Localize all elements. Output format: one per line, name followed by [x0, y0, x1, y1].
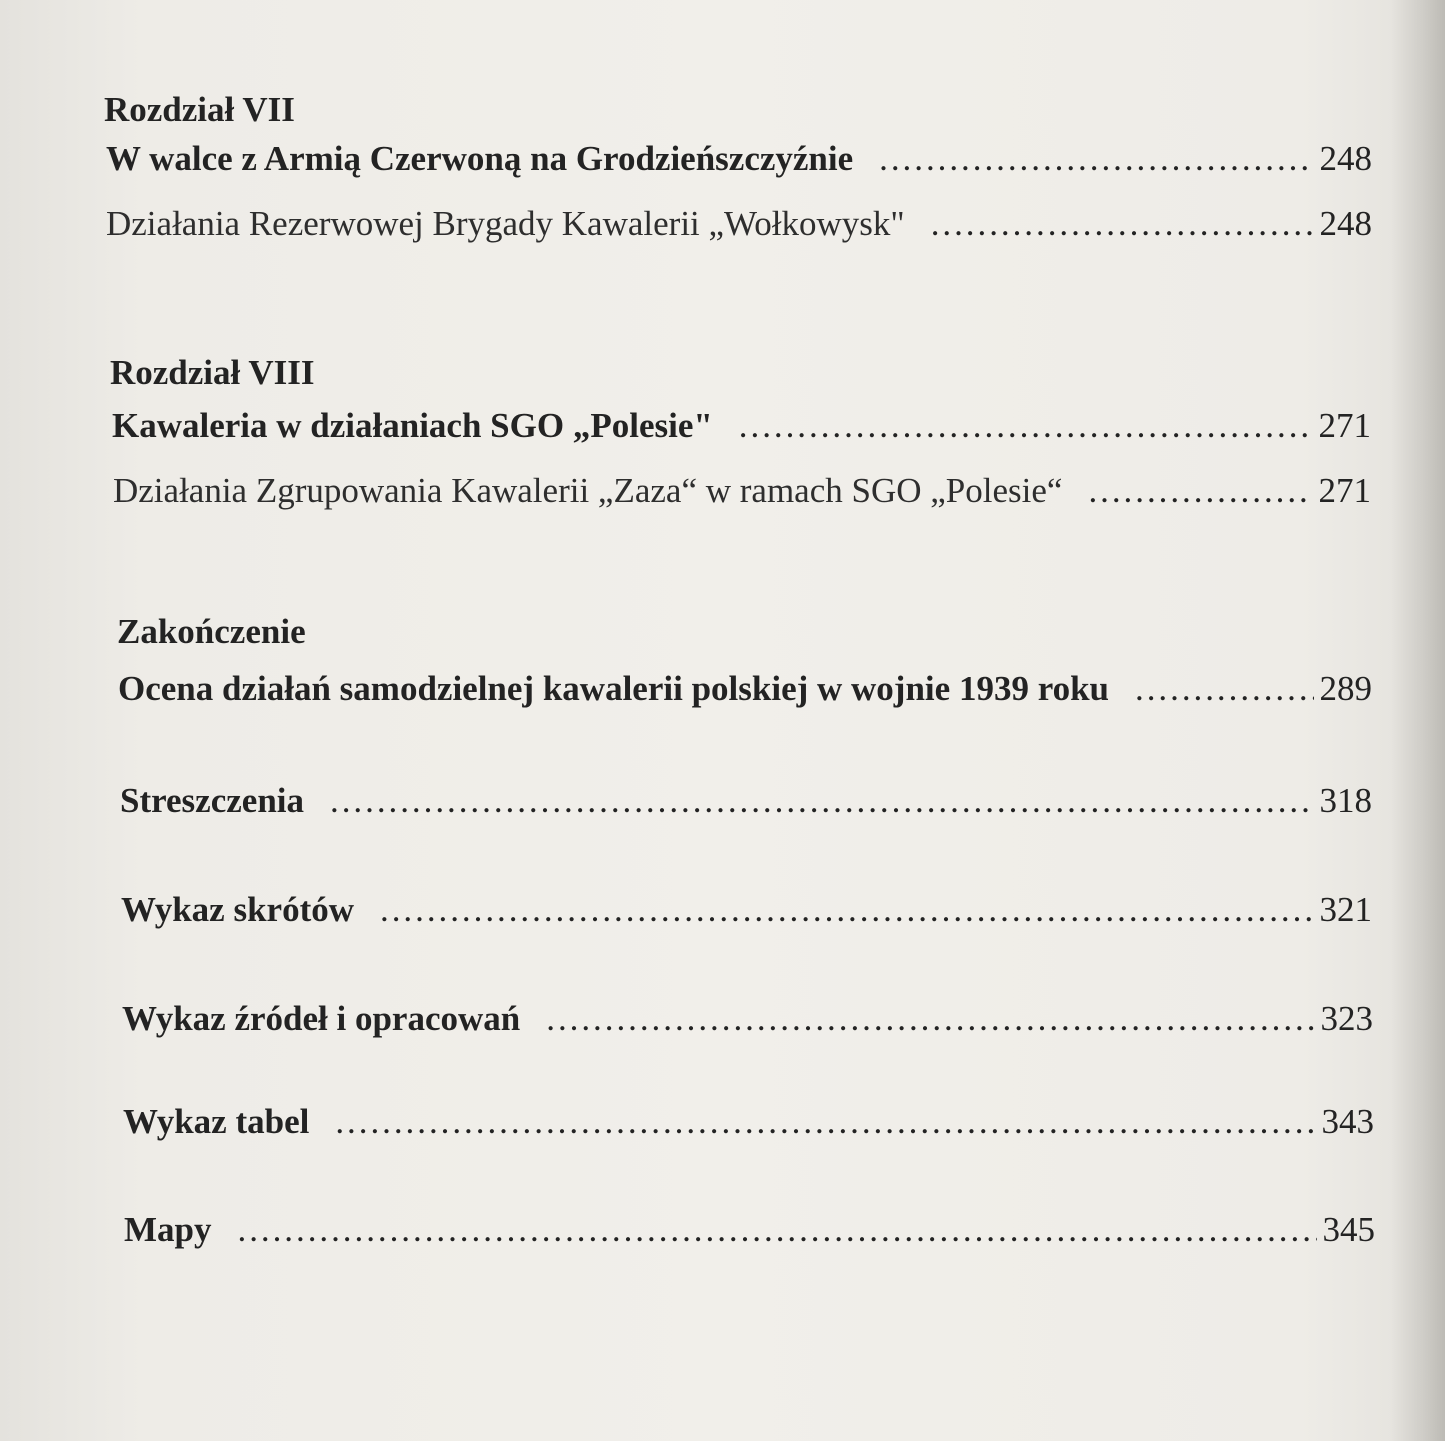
toc-entry-chapter-8-sub [113, 471, 1371, 511]
toc-entry-sources [122, 999, 1373, 1039]
toc-entry-label: Działania Zgrupowania Kawalerii „Zaza“ w ramach SGO „Polesie“ [113, 471, 1063, 510]
toc-entry-page: 323 [1320, 999, 1373, 1038]
toc-entry-label: Ocena działań samodzielnej kawalerii polskiej w wojnie 1939 roku [118, 669, 1110, 708]
dot-leader [879, 139, 1313, 179]
page-edge-shadow [1390, 0, 1445, 1441]
toc-entry-label: Wykaz skrótów [121, 890, 355, 929]
toc-entry-summaries [120, 781, 1372, 821]
toc-entry-maps [124, 1210, 1375, 1250]
toc-entry-chapter-8-title [112, 406, 1371, 446]
toc-entry-chapter-7-title [106, 139, 1372, 179]
toc-entry-label: Kawaleria w działaniach SGO „Polesie" [112, 406, 713, 445]
dot-leader [238, 1210, 1317, 1250]
dot-leader [330, 781, 1313, 821]
toc-entry-chapter-7-sub [106, 204, 1372, 244]
toc-entry-label: Działania Rezerwowej Brygady Kawalerii „Wołkowysk" [106, 204, 905, 243]
dot-leader [335, 1102, 1315, 1142]
dot-leader [380, 890, 1313, 930]
toc-entry-page: 318 [1319, 781, 1372, 820]
toc-entry-label: Wykaz tabel [123, 1102, 310, 1141]
toc-entry-page: 321 [1319, 890, 1372, 929]
toc-entry-page: 289 [1319, 669, 1372, 708]
chapter-8-heading: Rozdział VIII [110, 353, 315, 392]
toc-entry-page: 345 [1322, 1210, 1375, 1249]
chapter-7-heading: Rozdział VII [104, 90, 295, 129]
toc-entry-label: Mapy [124, 1210, 212, 1249]
dot-leader [546, 999, 1314, 1039]
dot-leader [1088, 471, 1312, 511]
toc-entry-page: 248 [1319, 204, 1372, 243]
dot-leader [1135, 669, 1313, 709]
toc-entry-page: 271 [1318, 406, 1371, 445]
toc-entry-page: 343 [1321, 1102, 1374, 1141]
dot-leader [931, 204, 1314, 244]
ending-heading: Zakończenie [117, 612, 306, 651]
dot-leader [739, 406, 1313, 446]
toc-entry-abbreviations [121, 890, 1372, 930]
toc-entry-label: Streszczenia [120, 781, 305, 820]
toc-entry-label: Wykaz źródeł i opracowań [122, 999, 521, 1038]
toc-entry-page: 271 [1318, 471, 1371, 510]
toc-entry-tables [123, 1102, 1374, 1142]
toc-entry-page: 248 [1319, 139, 1372, 178]
toc-entry-ending-title [118, 669, 1372, 709]
toc-entry-label: W walce z Armią Czerwoną na Grodzieńszczyźnie [106, 139, 854, 178]
